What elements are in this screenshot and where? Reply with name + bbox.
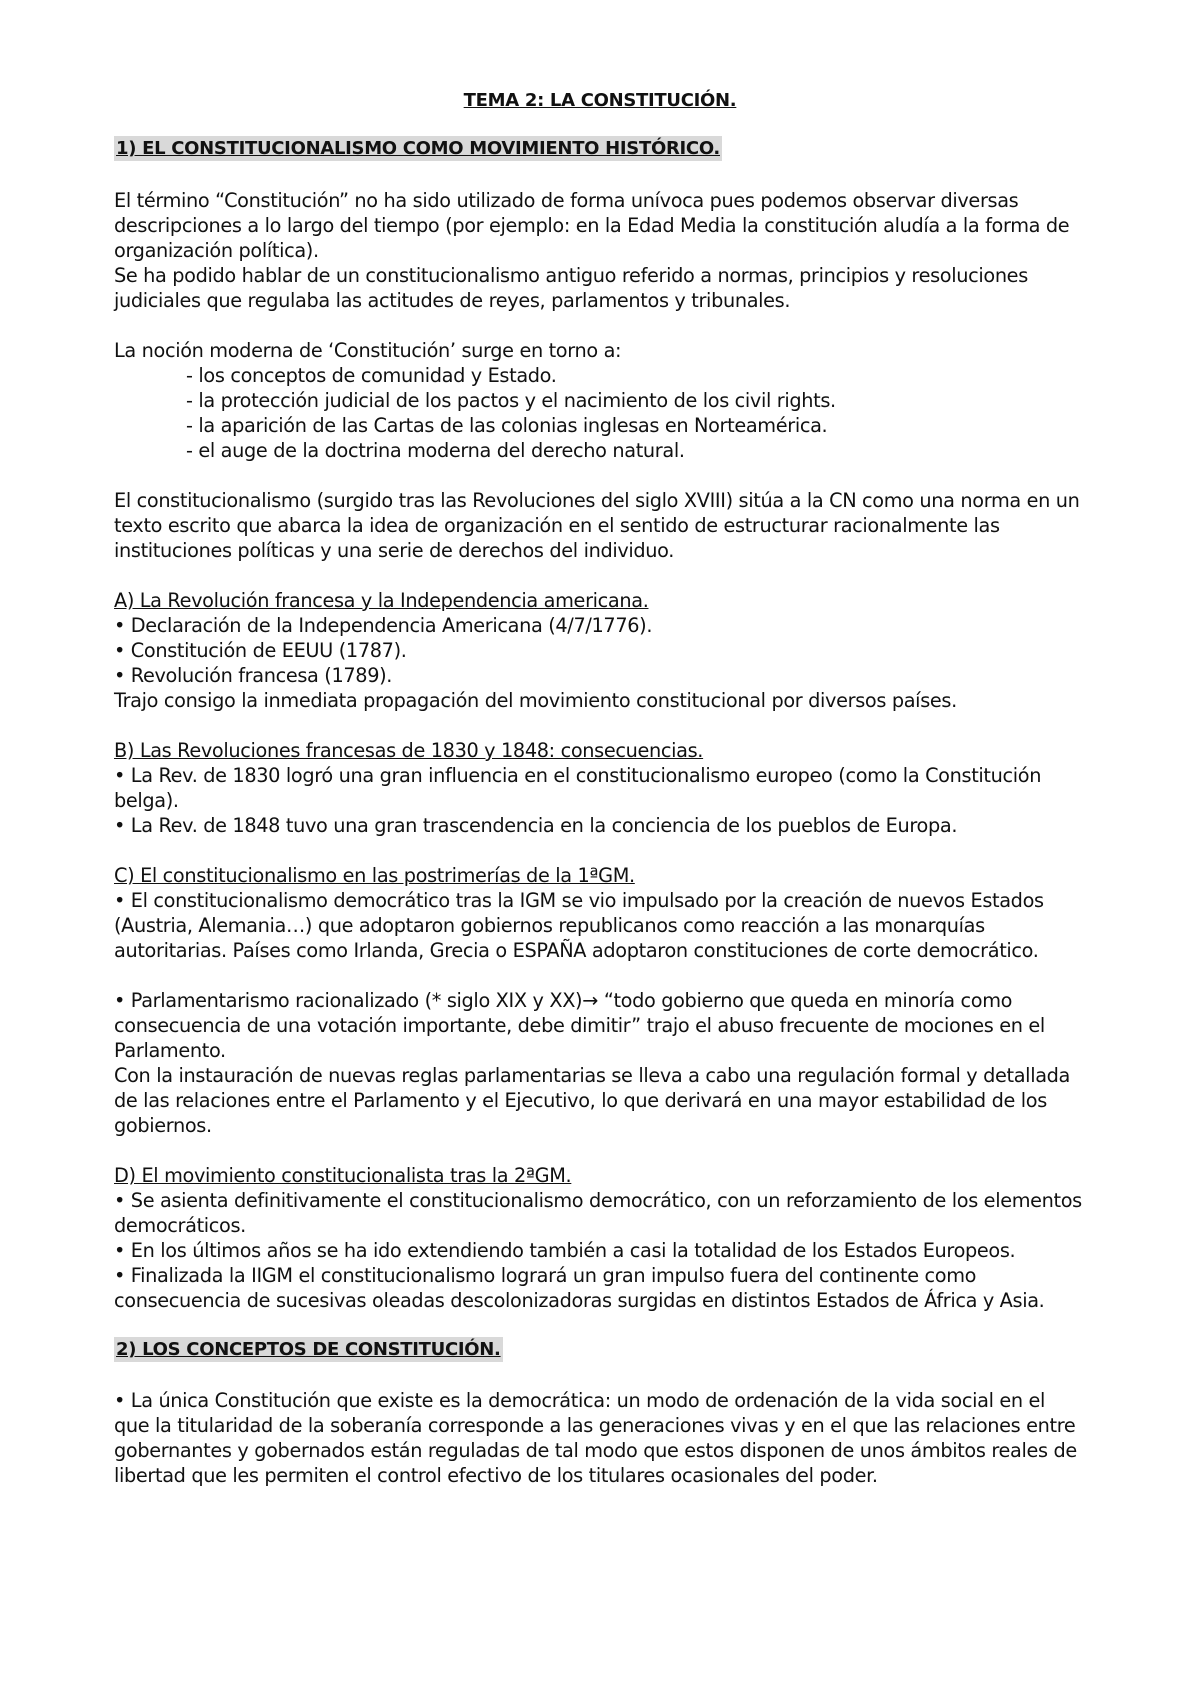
text-line: El constitucionalismo (surgido tras las Revoluciones del siglo XVIII) sitúa a la CN como una norma en un (114, 489, 1080, 512)
subsection-b (114, 738, 1144, 838)
section-1-heading: 1) EL CONSTITUCIONALISMO COMO MOVIMIENTO HISTÓRICO. (116, 138, 720, 159)
modern-notion-block (114, 338, 1144, 463)
text-line: consecuencia de sucesivas oleadas descolonizadoras surgidas en distintos Estados de África y Asia. (114, 1289, 1045, 1312)
document-title: TEMA 2: LA CONSTITUCIÓN. (463, 90, 737, 111)
text-line: (Austria, Alemania…) que adoptaron gobiernos republicanos como reacción a las monarquías (114, 914, 985, 937)
list-item: - la protección judicial de los pactos y el nacimiento de los civil rights. (186, 389, 836, 412)
text-line: organización política). (114, 239, 319, 262)
text-line: • Revolución francesa (1789). (114, 664, 393, 687)
text-line: gobiernos. (114, 1114, 212, 1137)
text-line: gobernantes y gobernados están reguladas de tal modo que estos disponen de unos ámbitos reales de (114, 1439, 1077, 1462)
text-line: democráticos. (114, 1214, 246, 1237)
text-line: • El constitucionalismo democrático tras la IGM se vio impulsado por la creación de nuevos Estados (114, 889, 1044, 912)
text-line: Se ha podido hablar de un constitucionalismo antiguo referido a normas, principios y resoluciones (114, 264, 1028, 287)
section-2-heading: 2) LOS CONCEPTOS DE CONSTITUCIÓN. (116, 1339, 501, 1360)
subsection-d (114, 1163, 1144, 1313)
subsection-c-heading: C) El constitucionalismo en las postrimerías de la 1ªGM. (114, 864, 635, 887)
text-line: • Parlamentarismo racionalizado (* siglo XIX y XX)→ “todo gobierno que queda en minoría como (114, 989, 1013, 1012)
text-line: • Constitución de EEUU (1787). (114, 639, 407, 662)
subsection-b-heading: B) Las Revoluciones francesas de 1830 y 1848: consecuencias. (114, 739, 704, 762)
text-line: Trajo consigo la inmediata propagación del movimiento constitucional por diversos países. (114, 689, 957, 712)
text-line: texto escrito que abarca la idea de organización en el sentido de estructurar racionalmente las (114, 514, 1000, 537)
subsection-c (114, 863, 1144, 963)
subsection-c-parliamentarism (114, 988, 1144, 1138)
text-line: • La Rev. de 1830 logró una gran influencia en el constitucionalismo europeo (como la Constitución (114, 764, 1042, 787)
text-line: libertad que les permiten el control efectivo de los titulares ocasionales del poder. (114, 1464, 878, 1487)
text-line: Con la instauración de nuevas reglas parlamentarias se lleva a cabo una regulación formal y detallada (114, 1064, 1071, 1087)
text-line: autoritarias. Países como Irlanda, Grecia o ESPAÑA adoptaron constituciones de corte democrático. (114, 939, 1039, 962)
text-line: El término “Constitución” no ha sido utilizado de forma unívoca pues podemos observar diversas (114, 189, 1019, 212)
subsection-a-heading: A) La Revolución francesa y la Independencia americana. (114, 589, 649, 612)
subsection-a (114, 588, 1144, 713)
text-line: de las relaciones entre el Parlamento y el Ejecutivo, lo que derivará en una mayor estabilidad de los (114, 1089, 1047, 1112)
text-line: instituciones políticas y una serie de derechos del individuo. (114, 539, 675, 562)
section-2-body (114, 1388, 1144, 1488)
section-1-intro (114, 188, 1144, 313)
list-item: - los conceptos de comunidad y Estado. (186, 364, 557, 387)
text-line: belga). (114, 789, 179, 812)
list-item: - la aparición de las Cartas de las colonias inglesas en Norteamérica. (186, 414, 828, 437)
text-line: judiciales que regulaba las actitudes de reyes, parlamentos y tribunales. (114, 289, 791, 312)
text-line: • Declaración de la Independencia Americana (4/7/1776). (114, 614, 653, 637)
modern-notion-intro: La noción moderna de ‘Constitución’ surge en torno a: (114, 339, 622, 362)
text-line: • En los últimos años se ha ido extendiendo también a casi la totalidad de los Estados Europeos. (114, 1239, 1016, 1262)
constitutionalism-paragraph (114, 488, 1144, 563)
list-item: - el auge de la doctrina moderna del derecho natural. (186, 439, 685, 462)
text-line: descripciones a lo largo del tiempo (por ejemplo: en la Edad Media la constitución aludía a la forma de (114, 214, 1070, 237)
text-line: Parlamento. (114, 1039, 226, 1062)
text-line: consecuencia de una votación importante, debe dimitir” trajo el abuso frecuente de mociones en el (114, 1014, 1045, 1037)
text-line: • La única Constitución que existe es la democrática: un modo de ordenación de la vida social en el (114, 1389, 1046, 1412)
text-line: • La Rev. de 1848 tuvo una gran trascendencia en la conciencia de los pueblos de Europa. (114, 814, 958, 837)
text-line: que la titularidad de la soberanía corresponde a las generaciones vivas y en el que las relaciones entre (114, 1414, 1076, 1437)
text-line: • Se asienta definitivamente el constitucionalismo democrático, con un reforzamiento de los elementos (114, 1189, 1082, 1212)
text-line: • Finalizada la IIGM el constitucionalismo logrará un gran impulso fuera del continente como (114, 1264, 977, 1287)
subsection-d-heading: D) El movimiento constitucionalista tras la 2ªGM. (114, 1164, 572, 1187)
